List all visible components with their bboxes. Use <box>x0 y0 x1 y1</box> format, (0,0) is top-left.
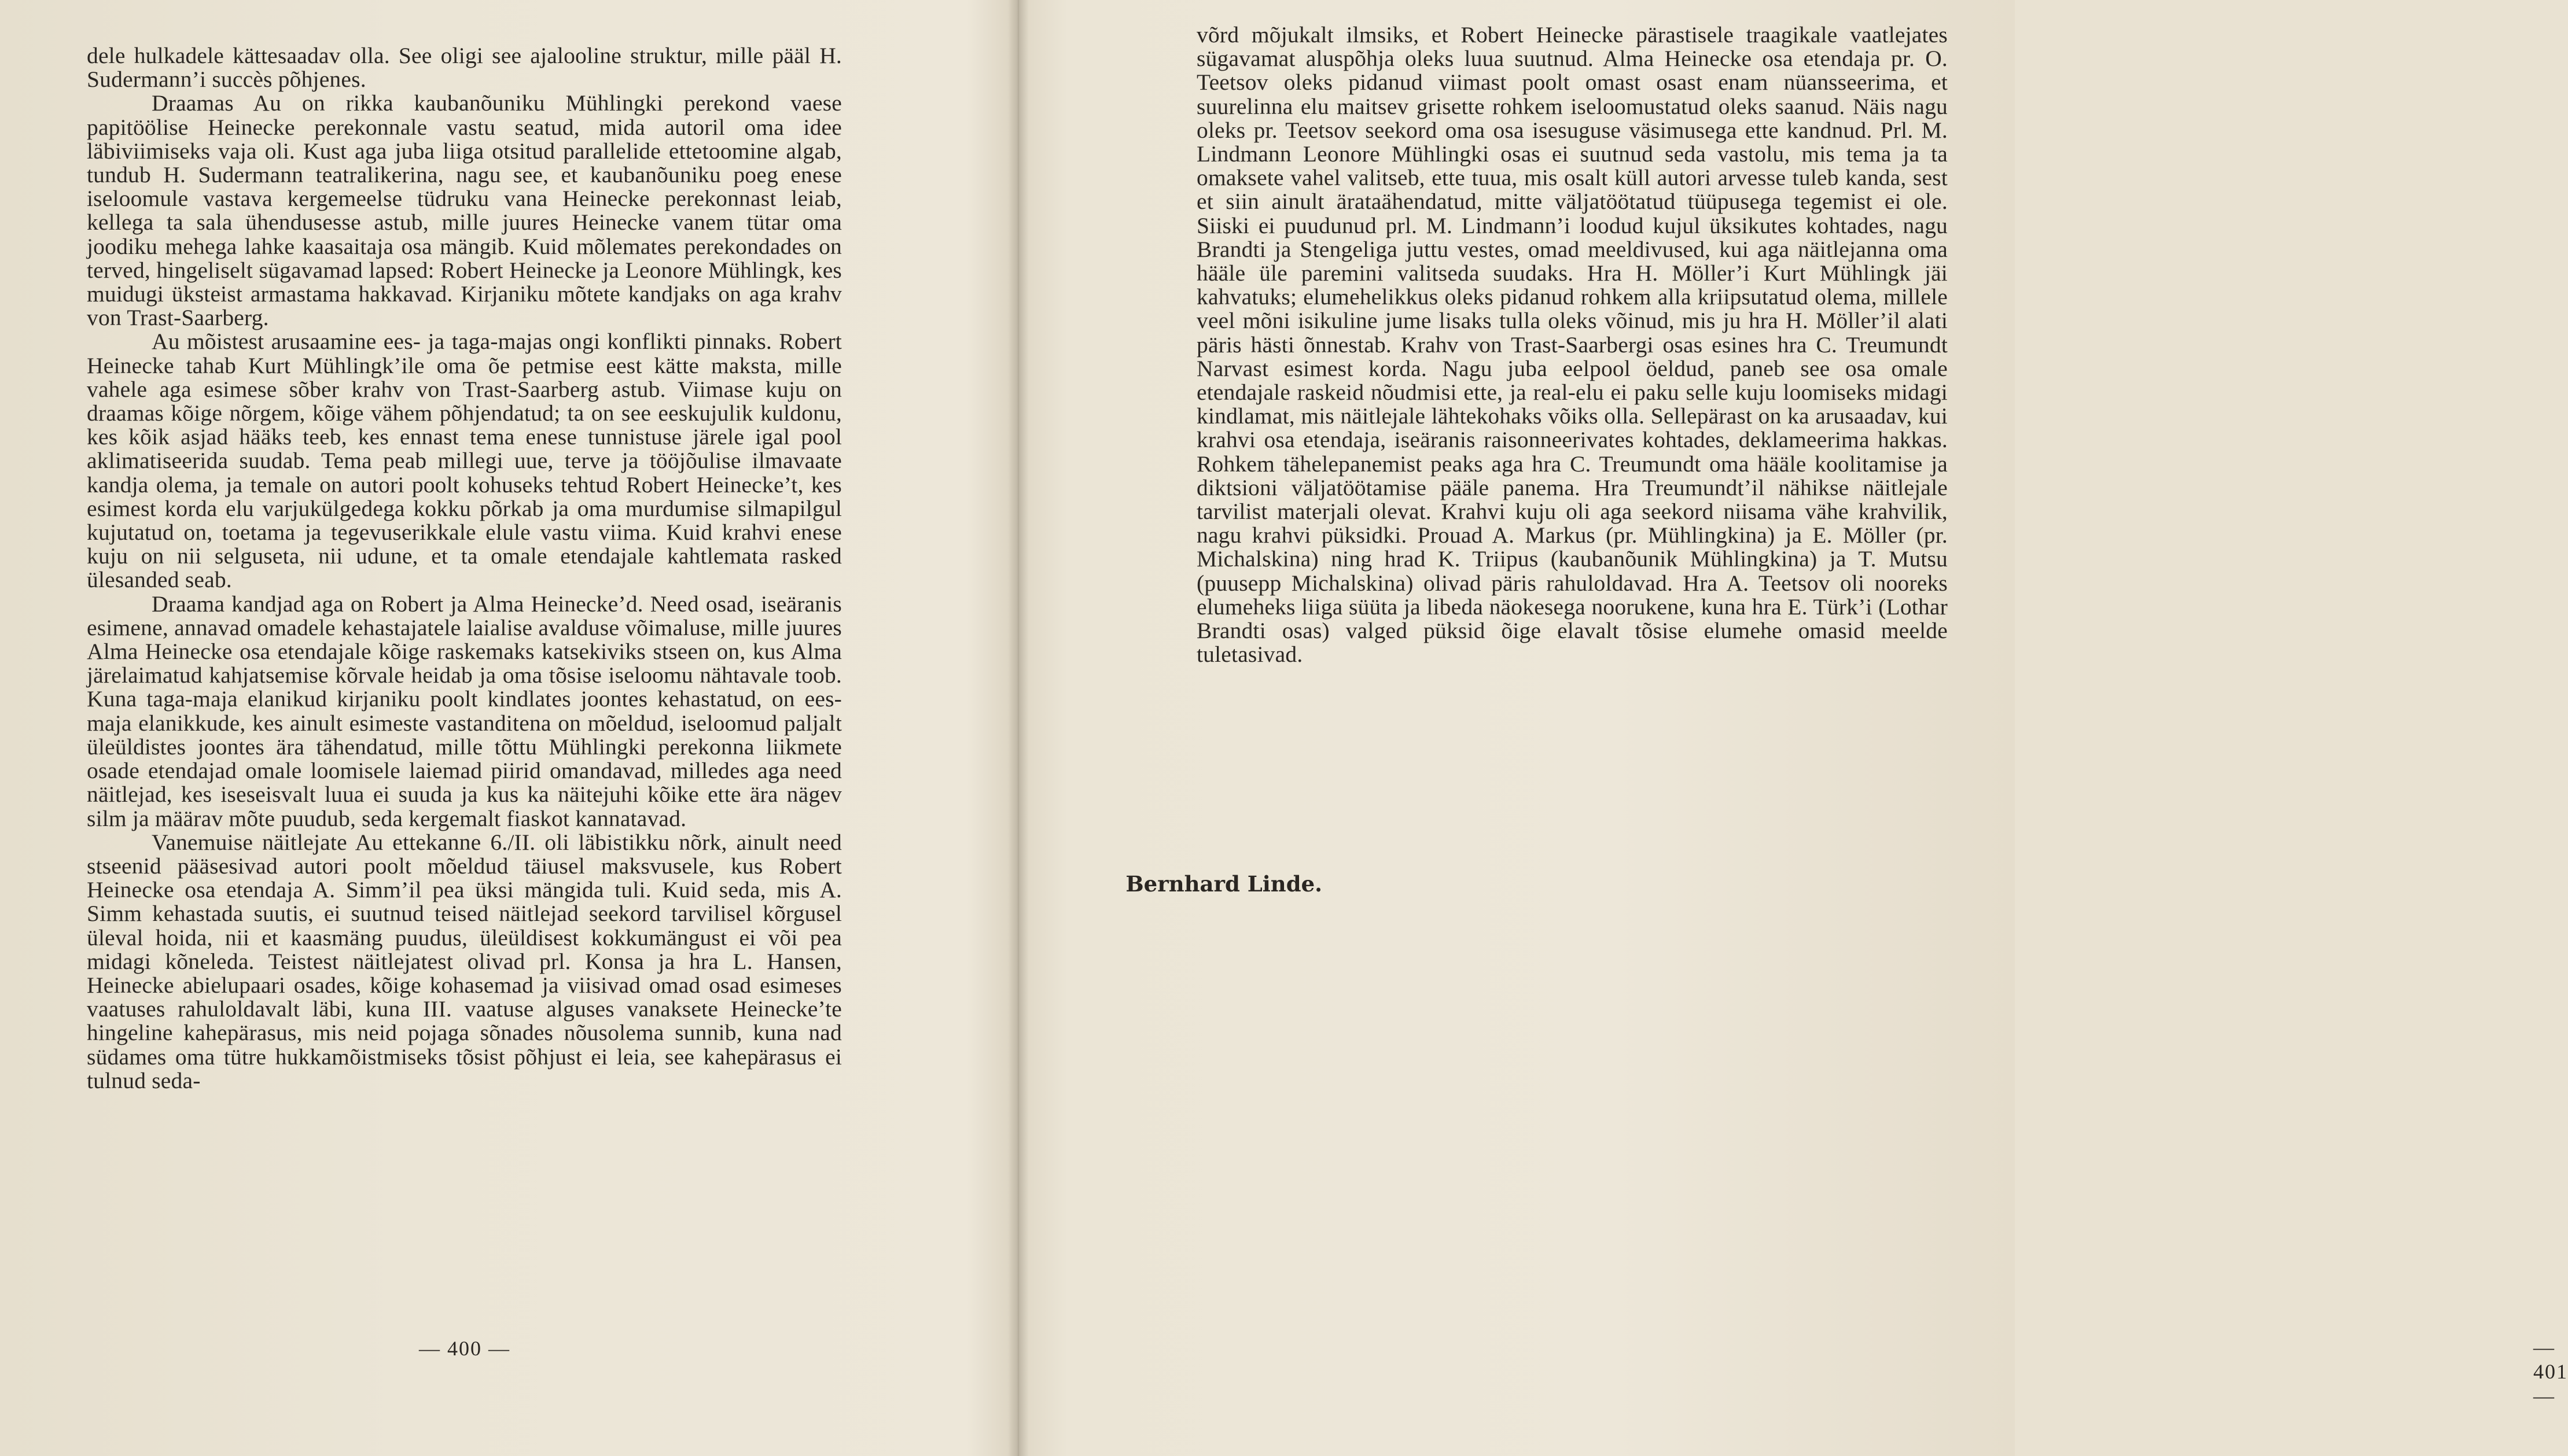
left-page-text <box>87 44 842 1093</box>
paragraph: dele hulkadele kättesaadav olla. See oligi see ajalooline struktur, mille pääl H. Sudermann’i succès põhjenes. <box>87 43 842 93</box>
paragraph: võrd mõjukalt ilmsiks, et Robert Heinecke pärastisele traagikale vaatlejates sügavamat aluspõhja oleks luua suutnud. Alma Heinecke osa etendaja pr. O. Teetsov oleks pidanud viimast poolt omast osast enam nüansseerima, et suurelinna elu maitsev grisette rohkem iseloomustatud oleks saanud. Näis nagu oleks pr. Teetsov seekord oma osa isesuguse väsimusega ette kandnud. Prl. M. Lindmann Leonore Mühlingki osas ei suutnud seda vastolu, mis tema ja ta omaksete vahel valitseb, ette tuua, mis osalt küll autori arvesse tuleb kanda, sest et siin ainult ärataähendatud, mitte väljatöötatud tüüpusega tegemist ei ole. Siiski ei puudunud prl. M. Lindmann’i loodud kujul üksikutes kohtades, nagu Brandti ja Stengeliga juttu vestes, omad meeldivused, kui aga näitlejanna oma hääle üle paremini valitseda suudaks. Hra H. Möller’i Kurt Mühlingk jäi kahvatuks; elumehelikkus oleks pidanud rohkem alla kriipsutatud olema, millele veel mõni isikuline jume lisaks tulla oleks võinud, mis ju hra H. Möller’il alati päris hästi õnnestab. Krahv von Trast-Saarbergi osas esines hra C. Treumundt Narvast esimest korda. Nagu juba eelpool öeldud, paneb see osa omale etendajale raskeid nõudmisi ette, ja real-elu ei paku selle kuju loomiseks midagi kindlamat, mis näitlejale lähtekohaks võiks olla. Sellepärast on ka arusaadav, kui krahvi osa etendaja, iseäranis raisonneerivates kohtades, deklameerima hakkas. Rohkem tähelepanemist peaks aga hra C. Treumundt oma hääle koolitamise ja diktsioni väljatöötamise pääle panema. Hra Treumundt’il nähikse näitlejale tarvilist materjali olevat. Krahvi kuju oli aga seekord niisama vähe krahvilik, nagu krahvi püksidki. Prouad A. Markus (pr. Mühlingkina) ja E. Möller (pr. Michalskina) ning hrad K. Triipus (kaubanõunik Mühlingkina) ja T. Mutsu (puusepp Michalskina) olivad päris rahuloldavad. Hra A. Teetsov oli nooreks elumeheks liiga süüta ja libeda näokesega noorukene, kuna hra E. Türk’i (Lothar Brandti osas) valged püksid õige elavalt tõsise elumehe omasid meelde tuletasivad. <box>1197 22 1948 668</box>
page-number: — 400 — <box>419 1337 510 1360</box>
paragraph: Vanemuise näitlejate Au ettekanne 6./II. oli läbistikku nõrk, ainult need stseenid pääsesivad autori poolt mõeldud täiusel maksvusele, kus Robert Heinecke osa etendaja A. Simm’il pea üksi mängida tuli. Kuid seda, mis A. Simm kehastada suutis, ei suutnud teised näitlejad seekord tarvilisel kõrgusel üleval hoida, nii et kaasmäng puudus, üleüldisest kokkumängust ei või pea midagi kõneleda. Teistest näitlejatest olivad prl. Konsa ja hra L. Hansen, Heinecke abielupaari osades, kõige kohasemad ja viisivad omad osad esimeses vaatuses rahuloldavalt läbi, kuna III. vaatuse alguses vanaksete Heinecke’te hingeline kahepärasus, mis neid pojaga sõnades nõusolema sunnib, kuna nad südames oma tütre hukkamõistmiseks tõsist põhjust ei leia, see kahepärasus ei tulnud seda- <box>87 829 842 1093</box>
paragraph: Draama kandjad aga on Robert ja Alma Heinecke’d. Need osad, iseäranis esimene, annavad omadele kehastajatele laialise avalduse võimaluse, mille juures Alma Heinecke osa etendajale kõige raskemaks katsekiviks stseen on, kus Alma järelaimatud kahjatsemise kõrvale heidab ja oma tõsise iseloomu nähtavale toob. Kuna taga-maja elanikud kirjaniku poolt kindlates joontes kehastatud, on ees-maja elanikkude, kes ainult esimeste vastanditena on mõeldud, iseloomud paljalt üleüldistes joontes ära tähendatud, mille tõttu Mühlingki perekonna liikmete osade etendajad omale loomisele laiemad piirid omandavad, milledes aga need näitlejad, kes iseseisvalt luua ei suuda ja kus ka näitejuhi kõike ette ära nägev silm ja määrav mõte puudub, seda kergemalt fiaskot kannatavad. <box>87 591 842 831</box>
left-page <box>0 0 1018 1456</box>
paragraph: Draamas Au on rikka kaubanõuniku Mühlingki perekond vaese papitöölise Heinecke perekonnale vastu seatud, mida autoril oma idee läbiviimiseks vaja oli. Kust aga juba liiga otsitud parallelide ettetoomine algab, tundub H. Sudermann teatralikerina, nagu see, et kaubanõuniku poeg enese iseloomule vastava kergemeelse tüdruku vana Heinecke perekonnast leiab, kellega ta sala ühendusesse astub, mille juures Heinecke vanem tütar oma joodiku mehega lahke kaasaitaja osa mängib. Kuid mõlemates perekondades on terved, hingeliselt sügavamad lapsed: Robert Heinecke ja Leonore Mühlingk, kes muidugi üksteist armastama hakkavad. Kirjaniku mõtete kandjaks on aga krahv von Trast-Saarberg. <box>87 90 842 331</box>
page-number: — 401 — <box>2533 1336 2568 1407</box>
paragraph: Au mõistest arusaamine ees- ja taga-majas ongi konflikti pinnaks. Robert Heinecke tahab Kurt Mühlingk’ile oma õe petmise eest kätte maksta, mille vahele aga esimese sõber krahv von Trast-Saarberg astub. Viimase kuju on draamas kõige nõrgem, kõige vähem põhjendatud; ta on see eeskujulik kuldonu, kes kõik asjad hääks teeb, kes ennast tema enese tunnistuse järele igal pool aklimatiseerida suudab. Tema peab millegi uue, terve ja tööjõulise ilmavaate kandja olema, ja temale on autori poolt kohuseks tehtud Robert Heinecke’t, kes esimest korda elu varjukülgedega kokku põrkab ja oma murdumise silmapilgul kujutatud on, toetama ja tegevuserikkale elule vastu viima. Kuid krahvi enese kuju on nii selguseta, nii udune, et ta omale etendajale kahtlemata rasked ülesanded seab. <box>87 329 842 593</box>
right-page-text <box>1197 23 1948 666</box>
right-page <box>1018 0 2568 1456</box>
author-signature: Bernhard Linde. <box>1125 871 1322 897</box>
